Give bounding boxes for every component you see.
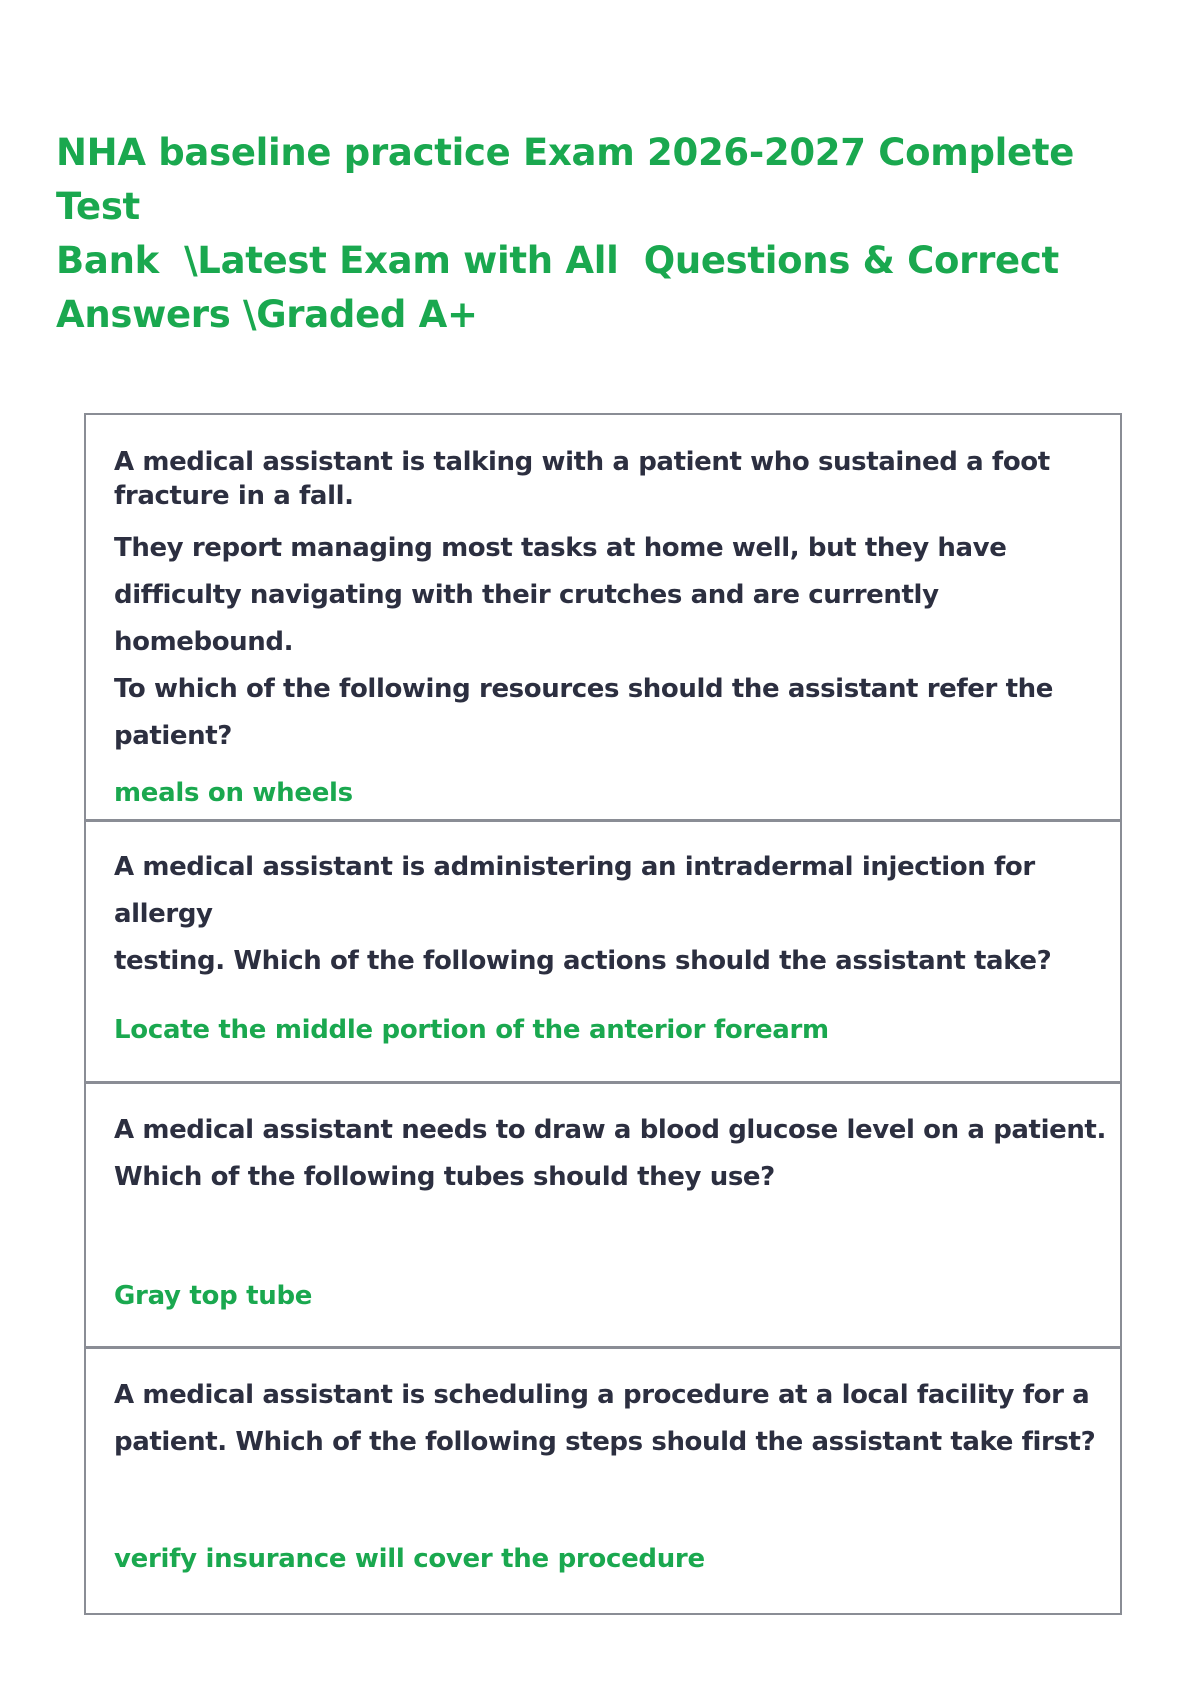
question-line: patient?: [114, 721, 232, 751]
question-line: A medical assistant needs to draw a blood glucose level on a patient.: [114, 1115, 1106, 1145]
qa-row: [86, 1349, 1120, 1613]
question-line: To which of the following resources should the assistant refer the: [114, 674, 1053, 704]
page-title: NHA baseline practice Exam 2026-2027 Complete Test Bank \Latest Exam with All Questions & Correct Answers \Graded A+: [56, 131, 1075, 336]
question-line: difficulty navigating with their crutches and are currently homebound.: [114, 580, 939, 657]
question-line: A medical assistant is administering an intradermal injection for allergy: [114, 852, 1035, 929]
qa-row: [86, 415, 1120, 822]
question-text: [114, 1372, 1116, 1466]
question-line: testing. Which of the following actions should the assistant take?: [114, 946, 1052, 976]
answer-text: Gray top tube: [114, 1281, 313, 1311]
question-text: [114, 1107, 1116, 1201]
answer-text: meals on wheels: [114, 778, 353, 808]
question-line: Which of the following tubes should they use?: [114, 1162, 775, 1192]
qa-row: [86, 1084, 1120, 1349]
qa-row: [86, 822, 1120, 1084]
question-line: A medical assistant is scheduling a procedure at a local facility for a: [114, 1380, 1090, 1410]
question-line: They report managing most tasks at home well, but they have: [114, 533, 1007, 563]
qa-table: [84, 413, 1122, 1615]
answer-text: verify insurance will cover the procedure: [114, 1544, 705, 1574]
answer-text: Locate the middle portion of the anterior forearm: [114, 1015, 829, 1045]
question-text: [114, 445, 1116, 760]
question-line: patient. Which of the following steps should the assistant take first?: [114, 1427, 1096, 1457]
question-text: [114, 844, 1116, 985]
question-line: A medical assistant is talking with a patient who sustained a foot fracture in a fall.: [114, 447, 1050, 511]
